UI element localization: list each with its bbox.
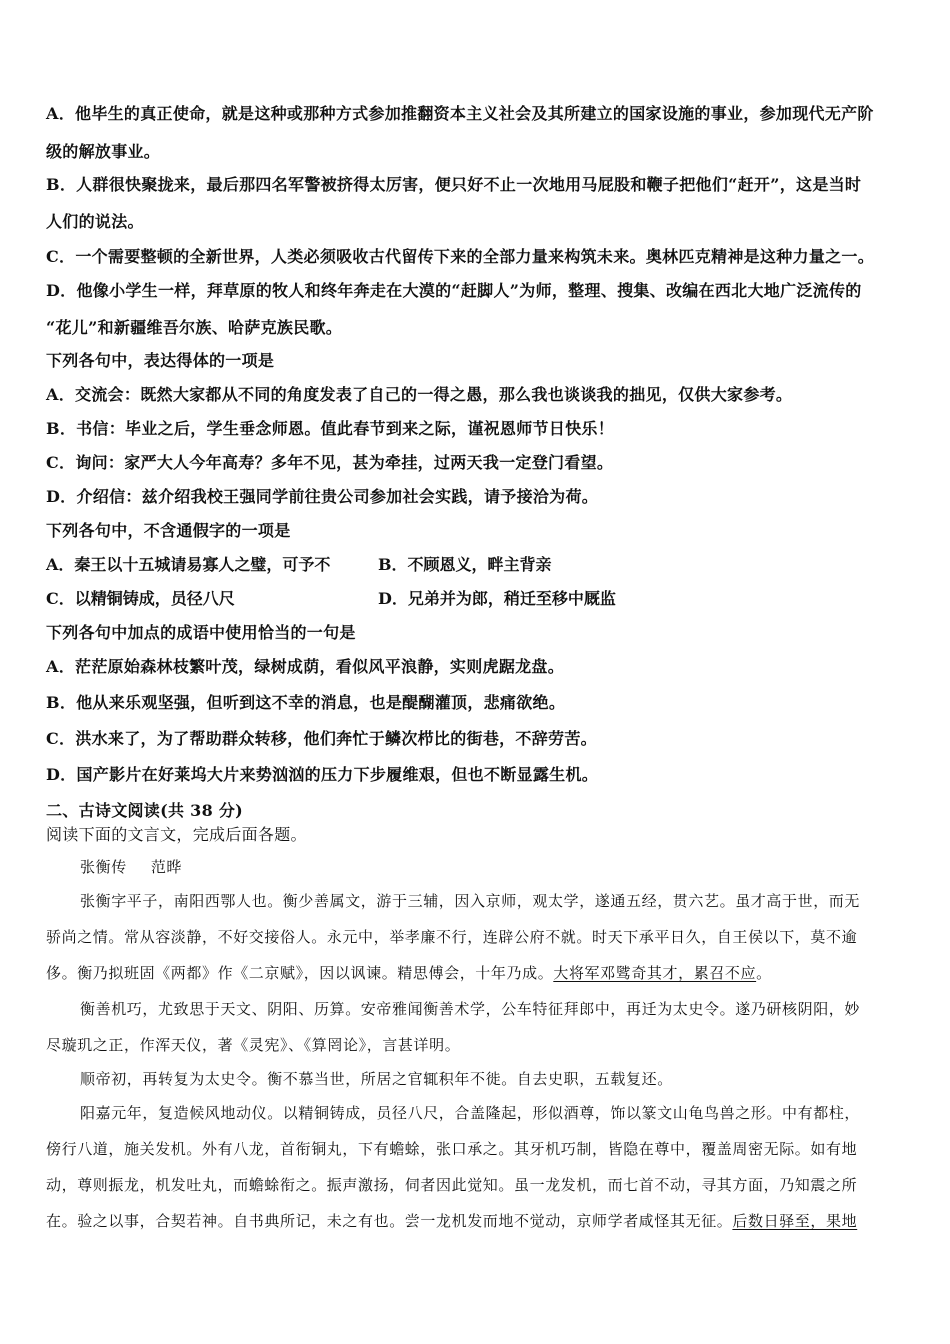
prev-option-b-line-1: B．人群很快聚拢来，最后那四名军警被挤得太厉害，便只好不止一次地用马屁股和鞭子把他们“赶开”，这是当时: [46, 175, 862, 194]
passage-p1-line-2: 骄尚之情。常从容淡静，不好交接俗人。永元中，举孝廉不行，连辟公府不就。时天下承平日久，自王侯以下，莫不逾: [46, 928, 858, 946]
passage-p3-line-1: 顺帝初，再转复为太史令。衡不慕当世，所居之官辄积年不徙。自去史职，五载复还。: [80, 1070, 673, 1088]
prev-option-d-line-2: “花儿”和新疆维吾尔族、哈萨克族民歌。: [46, 318, 343, 337]
prev-option-a-line-1: A．他毕生的真正使命，就是这种或那种方式参加推翻资本主义社会及其所建立的国家设施的事业，参加现代无产阶: [46, 104, 874, 123]
tongjia-option-b: B．不顾恩义，畔主背亲: [378, 555, 552, 574]
passage-title: 张衡传: [80, 858, 127, 876]
passage-p1-line-3-text: 侈。衡乃拟班固《两都》作《二京赋》，因以讽谏。精思傅会，十年乃成。: [46, 964, 554, 982]
prev-option-c: C．一个需要整顿的全新世界，人类必须吸收古代留传下来的全部力量来构筑未来。奥林匹克精神是这种力量之一。: [46, 247, 875, 266]
section-two-heading: 二、古诗文阅读(共 38 分): [46, 801, 244, 820]
idiom-option-d: D．国产影片在好莱坞大片来势汹汹的压力下步履维艰，但也不断显露生机。: [46, 765, 599, 784]
decorum-question-stem: 下列各句中，表达得体的一项是: [46, 351, 275, 370]
passage-underlined-sentence-1: 大将军邓骘奇其才，累召不应: [553, 964, 757, 982]
tongjia-question-stem: 下列各句中，不含通假字的一项是: [46, 521, 291, 540]
decorum-option-c: C．询问：家严大人今年高寿？多年不见，甚为牵挂，过两天我一定登门看望。: [46, 453, 614, 472]
passage-p4-line-4: [46, 1210, 857, 1231]
passage-p1-line-3-end: 。: [756, 964, 772, 982]
idiom-option-b: B．他从来乐观坚强，但听到这不幸的消息，也是醍醐灌顶，悲痛欲绝。: [46, 693, 566, 712]
passage-p4-line-1: 阳嘉元年，复造候风地动仪。以精铜铸成，员径八尺，合盖隆起，形似酒尊，饰以篆文山龟鸟兽之形。中有都柱，: [80, 1104, 861, 1122]
passage-p4-line-3: 动，尊则振龙，机发吐丸，而蟾蜍衔之。振声激扬，伺者因此觉知。虽一龙发机，而七首不动，寻其方面，乃知震之所: [46, 1176, 858, 1194]
tongjia-option-d: D．兄弟并为郎，稍迁至移中厩监: [378, 589, 616, 608]
passage-p4-line-2: 傍行八道，施关发机。外有八龙，首衔铜丸，下有蟾蜍，张口承之。其牙机巧制，皆隐在尊中，覆盖周密无际。如有地: [46, 1140, 858, 1158]
passage-p1-line-1: 张衡字平子，南阳西鄂人也。衡少善属文，游于三辅，因入京师，观太学，遂通五经，贯六艺。虽才高于世，而无: [80, 892, 861, 910]
decorum-option-d: D．介绍信：兹介绍我校王强同学前往贵公司参加社会实践，请予接洽为荷。: [46, 487, 599, 506]
passage-p4-line-4-text: 在。验之以事，合契若神。自书典所记，未之有也。尝一龙机发而地不觉动，京师学者咸怪其无征。: [46, 1212, 733, 1230]
passage-author: 范晔: [150, 858, 183, 876]
idiom-question-stem: 下列各句中加点的成语中使用恰当的一句是: [46, 623, 356, 642]
decorum-option-b: B．书信：毕业之后，学生垂念师恩。值此春节到来之际，谨祝恩师节日快乐！: [46, 419, 615, 438]
passage-p1-line-3: [46, 962, 772, 983]
prev-option-b-line-2: 人们的说法。: [46, 212, 144, 231]
prev-option-a-line-2: 级的解放事业。: [46, 142, 161, 161]
decorum-option-a: A．交流会：既然大家都从不同的角度发表了自己的一得之愚，那么我也谈谈我的拙见，仅供大家参考。: [46, 385, 793, 404]
idiom-option-a: A．茫茫原始森林枝繁叶茂，绿树成荫，看似风平浪静，实则虎踞龙盘。: [46, 657, 565, 676]
section-two-instruction: 阅读下面的文言文，完成后面各题。: [46, 825, 307, 844]
passage-title-line: [80, 856, 182, 877]
tongjia-option-c: C．以精铜铸成，员径八尺: [46, 589, 235, 608]
passage-p2-line-1: 衡善机巧，尤致思于天文、阴阳、历算。安帝雅闻衡善术学，公车特征拜郎中，再迁为太史令。遂乃研核阴阳，妙: [80, 1000, 861, 1018]
passage-underlined-sentence-2: 后数日驿至，果地: [732, 1212, 858, 1230]
idiom-option-c: C．洪水来了，为了帮助群众转移，他们奔忙于鳞次栉比的街巷，不辞劳苦。: [46, 729, 597, 748]
passage-p2-line-2: 尽璇玑之正，作浑天仪，著《灵宪》、《算罔论》，言甚详明。: [46, 1036, 461, 1054]
prev-option-d-line-1: D．他像小学生一样，拜草原的牧人和终年奔走在大漠的“赶脚人”为师，整理、搜集、改编在西北大地广泛流传的: [46, 281, 862, 300]
tongjia-option-a: A．秦王以十五城请易寡人之璧，可予不: [46, 555, 331, 574]
